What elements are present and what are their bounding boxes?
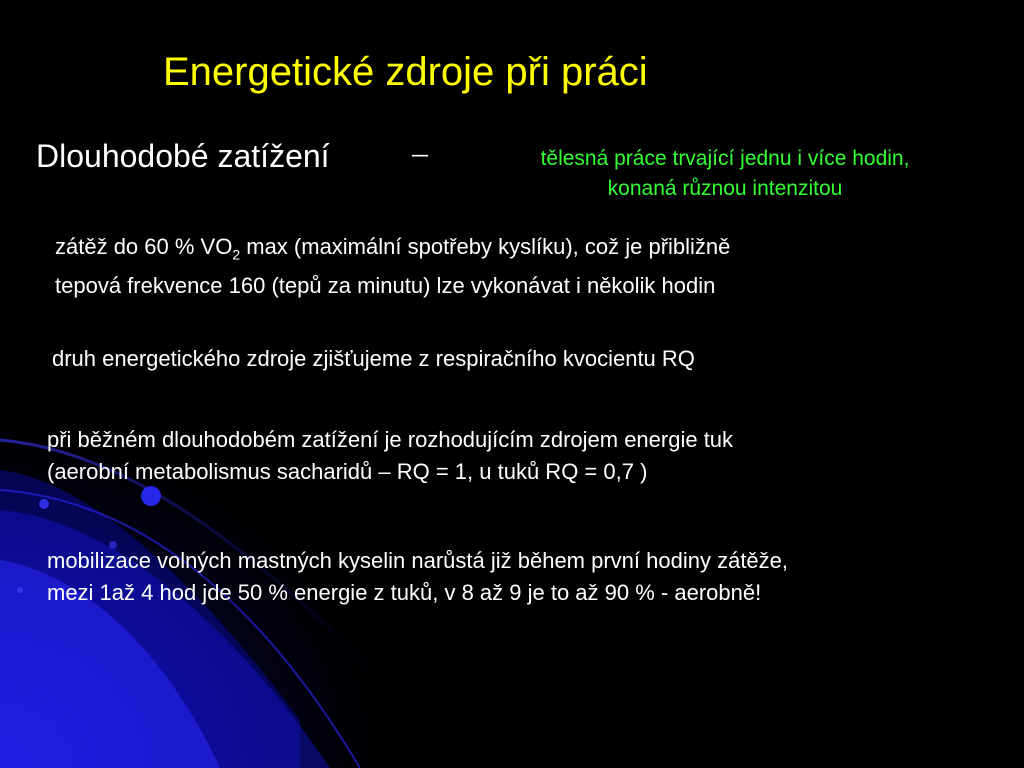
section-subtitle: Dlouhodobé zatížení (36, 138, 330, 174)
definition-text (455, 144, 995, 204)
subtitle-dash: – (412, 134, 428, 170)
definition-line-2: konaná různou intenzitou (607, 177, 843, 200)
vo2-subscript: 2 (232, 246, 241, 263)
paragraph-fatty-acids (47, 545, 788, 609)
paragraph-fat-source-line-1: při běžném dlouhodobém zatížení je rozhodujícím zdrojem energie tuk (47, 427, 734, 452)
paragraph-fat-source-line-2: (aerobní metabolismus sacharidů – RQ = 1, u tuků RQ = 0,7 ) (47, 459, 648, 484)
paragraph-workload-line-1: zátěž do 60 % $VO_2$ max (maximální spotřeby kyslíku), což je přibližně (55, 234, 731, 263)
paragraph-fatty-acids-line-1: mobilizace volných mastných kyselin narůstá již během první hodiny zátěže, (47, 548, 789, 573)
slide-title: Energetické zdroje při práci (163, 50, 648, 94)
paragraph-workload-line-2: tepová frekvence 160 (tepů za minutu) lze vykonávat i několik hodin (55, 273, 716, 299)
paragraph-energy-source-line-1: druh energetického zdroje zjišťujeme z respiračního kvocientu RQ (52, 346, 695, 371)
paragraph-fatty-acids-line-2: mezi 1až 4 hod jde 50 % energie z tuků, v 8 až 9 je to až 90 % - aerobně! (47, 580, 762, 605)
paragraph-fat-source (47, 424, 733, 488)
paragraph-energy-source (52, 343, 695, 375)
paragraph-workload (55, 231, 730, 302)
definition-line-1: tělesná práce trvající jednu i více hodin, (540, 147, 910, 170)
